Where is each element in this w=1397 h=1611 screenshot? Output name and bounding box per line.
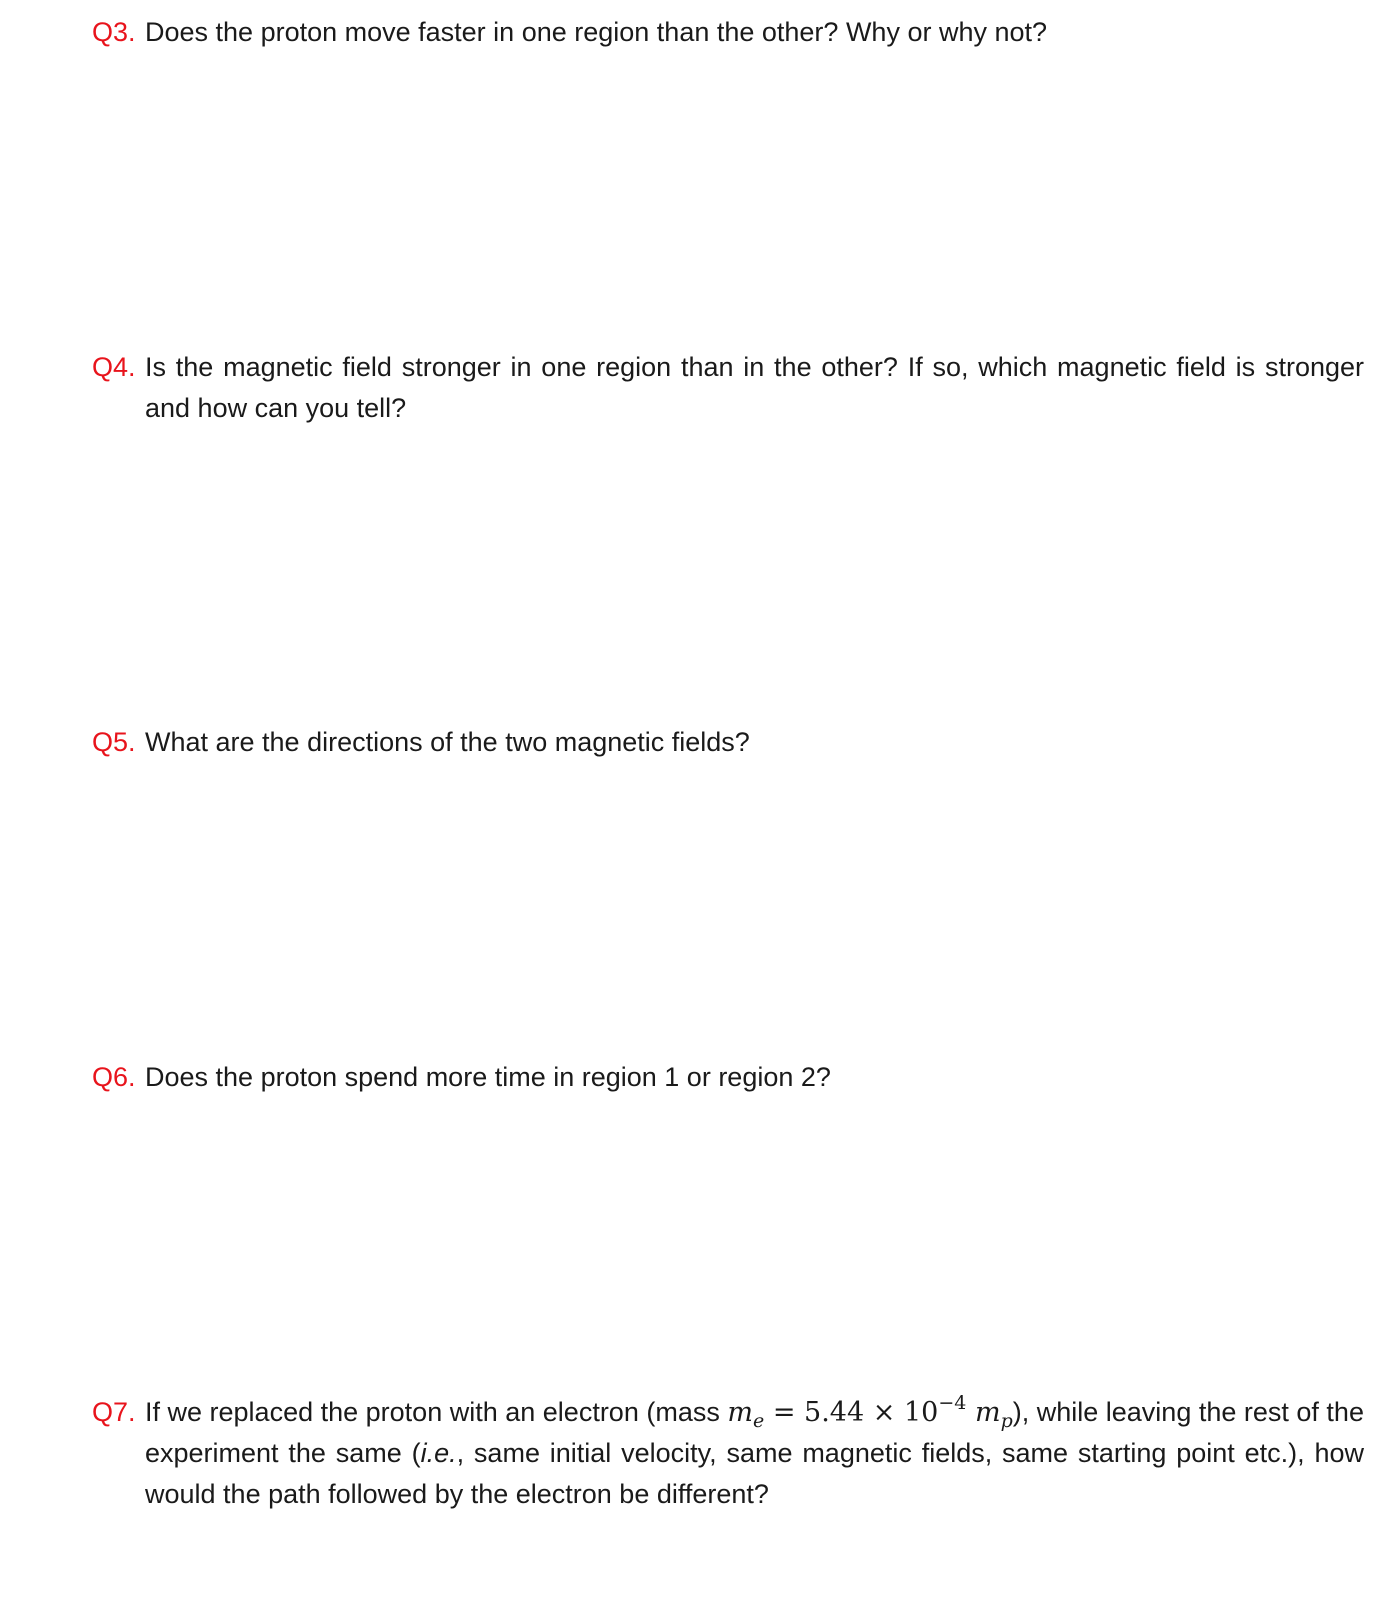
math-m-proton: m (974, 1397, 1001, 1428)
math-sub-p: p (1000, 1410, 1013, 1432)
math-coefficient: 5.44 (804, 1397, 865, 1428)
question-q7 (92, 1392, 1364, 1515)
question-label: Q3. (92, 17, 136, 47)
question-q4 (92, 347, 1364, 429)
question-text-part1: If we replaced the proton with an electron (mass (145, 1397, 720, 1427)
math-times: × (872, 1397, 896, 1428)
math-base: 10 (903, 1397, 939, 1428)
question-text: Is the magnetic field stronger in one region than in the other? If so, which magnetic field is stronger and how can you tell? (145, 352, 1364, 423)
question-q5 (92, 722, 1364, 763)
math-sub-e: e (752, 1410, 765, 1432)
question-label: Q5. (92, 727, 136, 757)
question-label: Q4. (92, 352, 136, 382)
question-q3 (92, 12, 1364, 53)
question-label: Q6. (92, 1062, 136, 1092)
question-text-part2: ), while leaving the rest of the experiment the same ( (145, 1397, 1364, 1468)
question-text: What are the directions of the two magnetic fields? (145, 727, 750, 757)
math-m: m (727, 1397, 753, 1428)
question-q6 (92, 1057, 1364, 1098)
electron-mass-formula (727, 1392, 1013, 1432)
question-text: Does the proton spend more time in region 1 or region 2? (145, 1062, 831, 1092)
question-text (92, 1392, 1364, 1515)
question-label: Q7. (92, 1397, 136, 1427)
question-text-part3: , same initial velocity, same magnetic fields, same starting point etc.), how would the path followed by the electron be different? (145, 1438, 1364, 1509)
math-exponent: −4 (938, 1392, 967, 1414)
question-text-ie: i.e. (420, 1438, 457, 1468)
question-text: Does the proton move faster in one region than the other? Why or why not? (145, 17, 1048, 47)
math-equals: = (772, 1397, 796, 1428)
